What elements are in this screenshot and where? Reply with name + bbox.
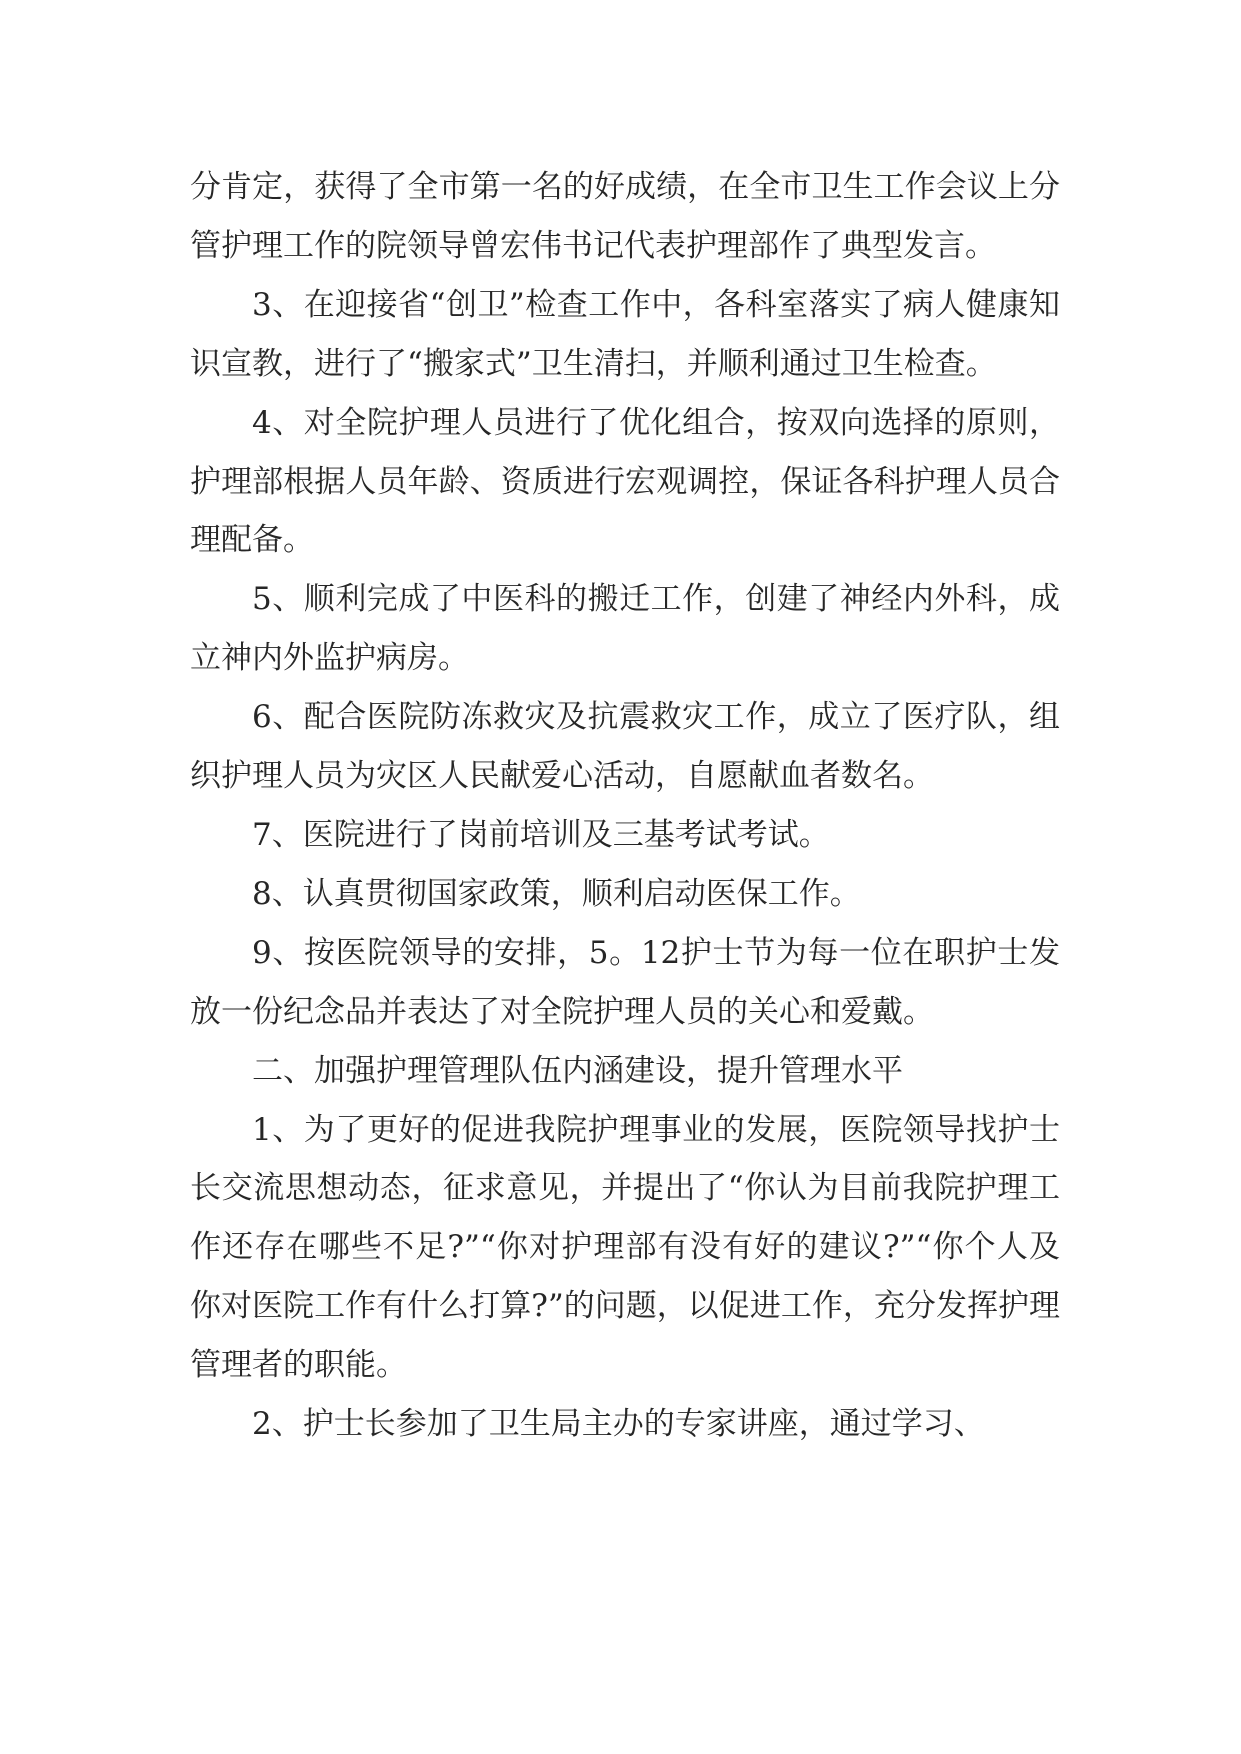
paragraph: 分肯定，获得了全市第一名的好成绩，在全市卫生工作会议上分管护理工作的院领导曾宏伟书记代表护理部作了典型发言。 bbox=[190, 169, 1060, 264]
paragraph: 8、认真贯彻国家政策，顺利启动医保工作。 bbox=[252, 875, 861, 912]
paragraph: 5、顺利完成了中医科的搬迁工作，创建了神经内外科，成立神内外监护病房。 bbox=[190, 581, 1060, 677]
section-heading: 二、加强护理管理队伍内涵建设，提升管理水平 bbox=[252, 1052, 903, 1089]
paragraph: 6、配合医院防冻救灾及抗震救灾工作，成立了医疗队，组织护理人员为灾区人民献爱心活动，自愿献血者数名。 bbox=[190, 699, 1060, 795]
paragraph: 2、护士长参加了卫生局主办的专家讲座，通过学习、 bbox=[252, 1406, 985, 1443]
paragraph: 3、在迎接省“创卫”检查工作中，各科室落实了病人健康知识宣教，进行了“搬家式”卫生清扫，并顺利通过卫生检查。 bbox=[190, 286, 1060, 382]
document-body bbox=[190, 158, 1060, 1454]
paragraph: 9、按医院领导的安排，5。12护士节为每一位在职护士发放一份纪念品并表达了对全院护理人员的关心和爱戴。 bbox=[190, 934, 1060, 1030]
paragraph: 1、为了更好的促进我院护理事业的发展，医院领导找护士长交流思想动态，征求意见，并提出了“你认为目前我院护理工作还存在哪些不足?”“你对护理部有没有好的建议?”“你个人及你对医院工作有什么打算?”的问题，以促进工作，充分发挥护理管理者的职能。 bbox=[190, 1111, 1060, 1384]
paragraph: 7、医院进行了岗前培训及三基考试考试。 bbox=[252, 816, 830, 853]
paragraph: 4、对全院护理人员进行了优化组合，按双向选择的原则，护理部根据人员年龄、资质进行宏观调控，保证各科护理人员合理配备。 bbox=[190, 404, 1060, 559]
